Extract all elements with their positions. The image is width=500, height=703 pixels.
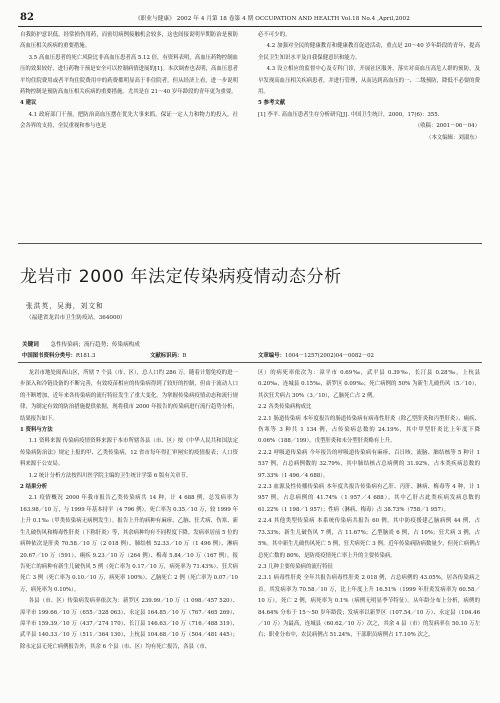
paragraph: 2.3 几种主要传染病的流行特征: [258, 563, 333, 570]
upper-left-column: [20, 30, 238, 190]
keywords-text: 急性传染病；流行趋势；传染病构成: [50, 342, 140, 348]
meta-rule: [18, 362, 482, 363]
paragraph: 4.2 加强对全民的健康教育和健康教育促进活动，重点是 20～40 岁年龄段的青年，提高全民卫生知识水平及自我保健意识和能力。: [258, 43, 480, 61]
paragraph: 3.5 高血压患者的死亡风险比非高血压患者高 5.12 倍，有资料表明，高血压药物控制血压的效果较好，进行药物干预是安全可以控制病情进展的[1]。本次调查也表明，高血压患者平均住院费用或者平均住院费用中的药费都明显高于非住院者，但从经济上看，进一步说明药物控制是预防高血压相关疾病的重要措施。尤其是在 21～40 岁年龄段的青年更为重要。: [20, 54, 238, 96]
paragraph: 区）的病死率依次为：漳平市 0.69‰，武平县 0.39‰，长汀县 0.28‰，上杭县 0.20‰，连城县 0.15‰，新罗区 0.09‰；死亡病例的 50% 为新生儿破伤风（5／10），其次狂犬病占 30%（3／10），乙脑死亡占 2 例。: [258, 370, 480, 399]
page-number: 82: [20, 12, 34, 23]
paragraph: 1.1 资料来源 传染病疫情资料来源于本市所辖各县（市、区）按《中华人民共和国法定传染病防治法》规定上报的甲、乙类传染病，12 省市每年得汇审闸实的疫情报表；人口资料来源于公安局。: [20, 438, 238, 468]
body-right-column: [258, 368, 480, 696]
section-heading: 5 参考文献: [258, 100, 286, 107]
paragraph: 龙岩市地处闽西山区，所辖 7 个县（市、区），总人口约 286 万。随着计划免疫的进一步深入和冷链设备的不断完善，有效疫苗相应的传染病得到了较好的控制，但由于流动人口的不断增加，近年来各传染病的流行特征发生了重大变化。为掌握传染病疫情动态和流行规律，为制定有效的防治措施提供依据，现将我市 2000 年报告的传染病进行流行趋势分析，结果报告如下。: [20, 370, 238, 422]
clc-code: R181.3: [75, 353, 96, 359]
reference-item: [1] 李平. 高血压患者生存分析研究[J]. 中国卫生统计，2000，17(6)：355.: [258, 111, 440, 118]
paragraph: 4.1 政府部门干预，把防治高血压摆在优先大事来抓，保证一定人力和物力的投入，社会各界的支持，全民重视和参与也是: [20, 111, 238, 130]
article-id-label: 文章编号：: [258, 353, 285, 359]
section-heading: 4 建议: [20, 100, 37, 107]
article-id-line: [258, 351, 374, 359]
paragraph: （本文编辑：刘淑东）: [426, 134, 480, 141]
paragraph: 2.2 各类传染病构成比: [258, 404, 312, 411]
upper-right-column: [258, 30, 480, 190]
doc-code-label: 文献标识码：: [150, 353, 183, 359]
body-left-column: [20, 368, 238, 696]
clc-label: 中国图书资料分类号：: [22, 353, 76, 359]
paragraph: 2.2.3 血源及性传播传染病 本年度共报告传染病有乙肝、丙肝、淋病、梅毒等 4 种，计 1 957 例，占总病例的 41.74%（1 957／4 688）。其中乙肝占此类疾病发病总数的 61.22%（1 198／1 957）；性病（淋病、梅毒）占 38.73%（758／1 957）。: [258, 484, 480, 513]
section-rule: [18, 243, 482, 244]
paragraph: 自我防护意识低，经常损伤用药，而密切病例接触机会较多，这也间接说明早期防治是预防高血压相关疾病的重要措施。: [20, 32, 238, 50]
doc-code: B: [182, 353, 187, 359]
keywords-label: 关键词: [22, 342, 39, 348]
article-title: 龙岩市 2000 年法定传染病疫情动态分析: [20, 267, 342, 287]
paragraph: 各县（市、区）传染病发病率依次为：新罗区 239.99／10 万（1 098／457 520）、漳平市 199.66／10 万（655／328 063）、永定县 164.85／10 万（767／465 269）、漳平市 159.39／10 万（437／274 170）、长汀县 146.63／10 万（716／488 319）、武平县 140.33／10 万（511／364 130）、上杭县 104.68／10 万（504／481 445）；除永定县无死亡病例报告外，其余 6 个县（市、区）均有死亡报告，各县（市、: [20, 598, 238, 650]
header-rule: [18, 26, 482, 27]
paragraph: 2.2.1 肠道传染病 本年度报告的肠道传染病有病毒性肝炎（除乙型肝炎和丙型肝炎）、痢疾、伤寒等 3 种共 1 134 例，占传染病总数的 24.19%，其中甲型肝炎比上年度下降 0.06%（188／199），戊型肝炎和未分型肝炎略有上升。: [258, 415, 480, 445]
section-heading: 1 资料与方法: [20, 427, 53, 434]
article-affiliation: （福建省龙岩市卫生防疫站，364000）: [26, 315, 126, 321]
doc-code-line: [150, 351, 186, 359]
paragraph: 2.3.1 病毒性肝炎 全年共报告病毒性肝炎 2 018 例，占总病例的 43.05%，居各传染病之首。其发病率为 70.58／10 万，比上年度上升 16.51%（1999 年肝炎发病率为 60.58／10 万）。死亡 2 例，病死率为 0.1%（病例无明显季节特征）。从年龄分布上分析，病例的 84.64% 分布于 15～50 岁年龄段；发病率以新罗区（107.54／10 万）、永定县（104.46／10 万）为最高，连城县（60.62／10 万）次之，其余 4 县（市）的发病率在 50.10 万左右；职业分布中，农民病例占 51.24%，干部职员病例占 17.10% 次之。: [258, 575, 480, 639]
paragraph: （收稿：2001－06－04）: [414, 123, 480, 130]
paragraph: 2.2.2 呼吸道传染病 今年报告的呼吸道传染病有麻疹、百日咳、流脑、肺结核等 5 种计 1 537 例，占总病例数的 32.79%，其中肺结核占总病例的 31.92%，占本类疾病总数的 97.33%（1 496／4 688）。: [258, 449, 480, 479]
article-authors: 张洪英，吴海，刘文和: [26, 302, 104, 310]
paragraph: 2.2.4 其他类型传染病 本系统传染病共报告 60 例，其中防疫援建乙脑病例 44 例，占 73.33%；新生儿破伤风 7 例，占 11.67%；乙型脑炎 6 例，占 10%；狂犬病 3 例，占 5%。其中新生儿破伤风死亡 5 例，狂犬病死亡 3 例。近年传染病防病数量少，但死亡病例占总死亡数的 80%，是防疫疫情死亡率上升的主要传染病。: [258, 518, 480, 559]
paragraph: 2.1 疫情概况 2000 年我市报告乙类传染病共 14 种，计 4 688 例，总发病率为 163.98／10 万，与 1999 年基本持平（4 796 例）。死亡率为 0.35／10 万，较 1999 年上升 0.1‰（甲类传染病无病例发生）。报告上升的病种有麻疹、乙脑、狂犬病、伤寒、新生儿破伤风和梅毒性肝炎（下称肝炎）等，其余病种均有不同程度下降。发病率居前 5 位的病种依次是肝炎 70.58／10 万（2 018 例）、肺结核 52.33／10 万（1 496 例）、淋病 20.67／10 万（591）、痢疾 9.23／10 万（264 例）、梅毒 5.84／10 万（167 例），报告死亡的病种有新生儿破伤风 5 例（死亡率为 0.17／10 万，病死率为 71.43%）、狂犬病死亡 3 例（死亡率为 0.10／10 万，病死率 100%）、乙脑死亡 2 例（死亡率为 0.07／10 万，病死率为 0.10%）。: [20, 495, 238, 593]
clc-line: [22, 351, 95, 359]
keywords-line: [22, 340, 140, 348]
paragraph: 4.3 设立相应的监督中心及专科门诊，开展社区服务，落实对高血压高危人群的预防，及早发现高血压相关疾病患者，并进行管理，从而达到高血压的一、二级预防，降低不必要的费用。: [258, 66, 480, 96]
section-heading: 2 结果分析: [20, 484, 48, 491]
paragraph: 1.2 统计分析方法按四川医学院主编的卫生统计学第 6 版有关章节。: [28, 472, 192, 479]
article-id: 1004－1257(2002)04－0082－02: [284, 353, 374, 359]
running-header: 《职业与健康》 2002 年 4 月第 18 卷第 4 期 OCCUPATION AND HEALTH Vol.18 No.4 ,April,2002: [135, 16, 410, 22]
paragraph: 必不可少的。: [258, 32, 291, 38]
